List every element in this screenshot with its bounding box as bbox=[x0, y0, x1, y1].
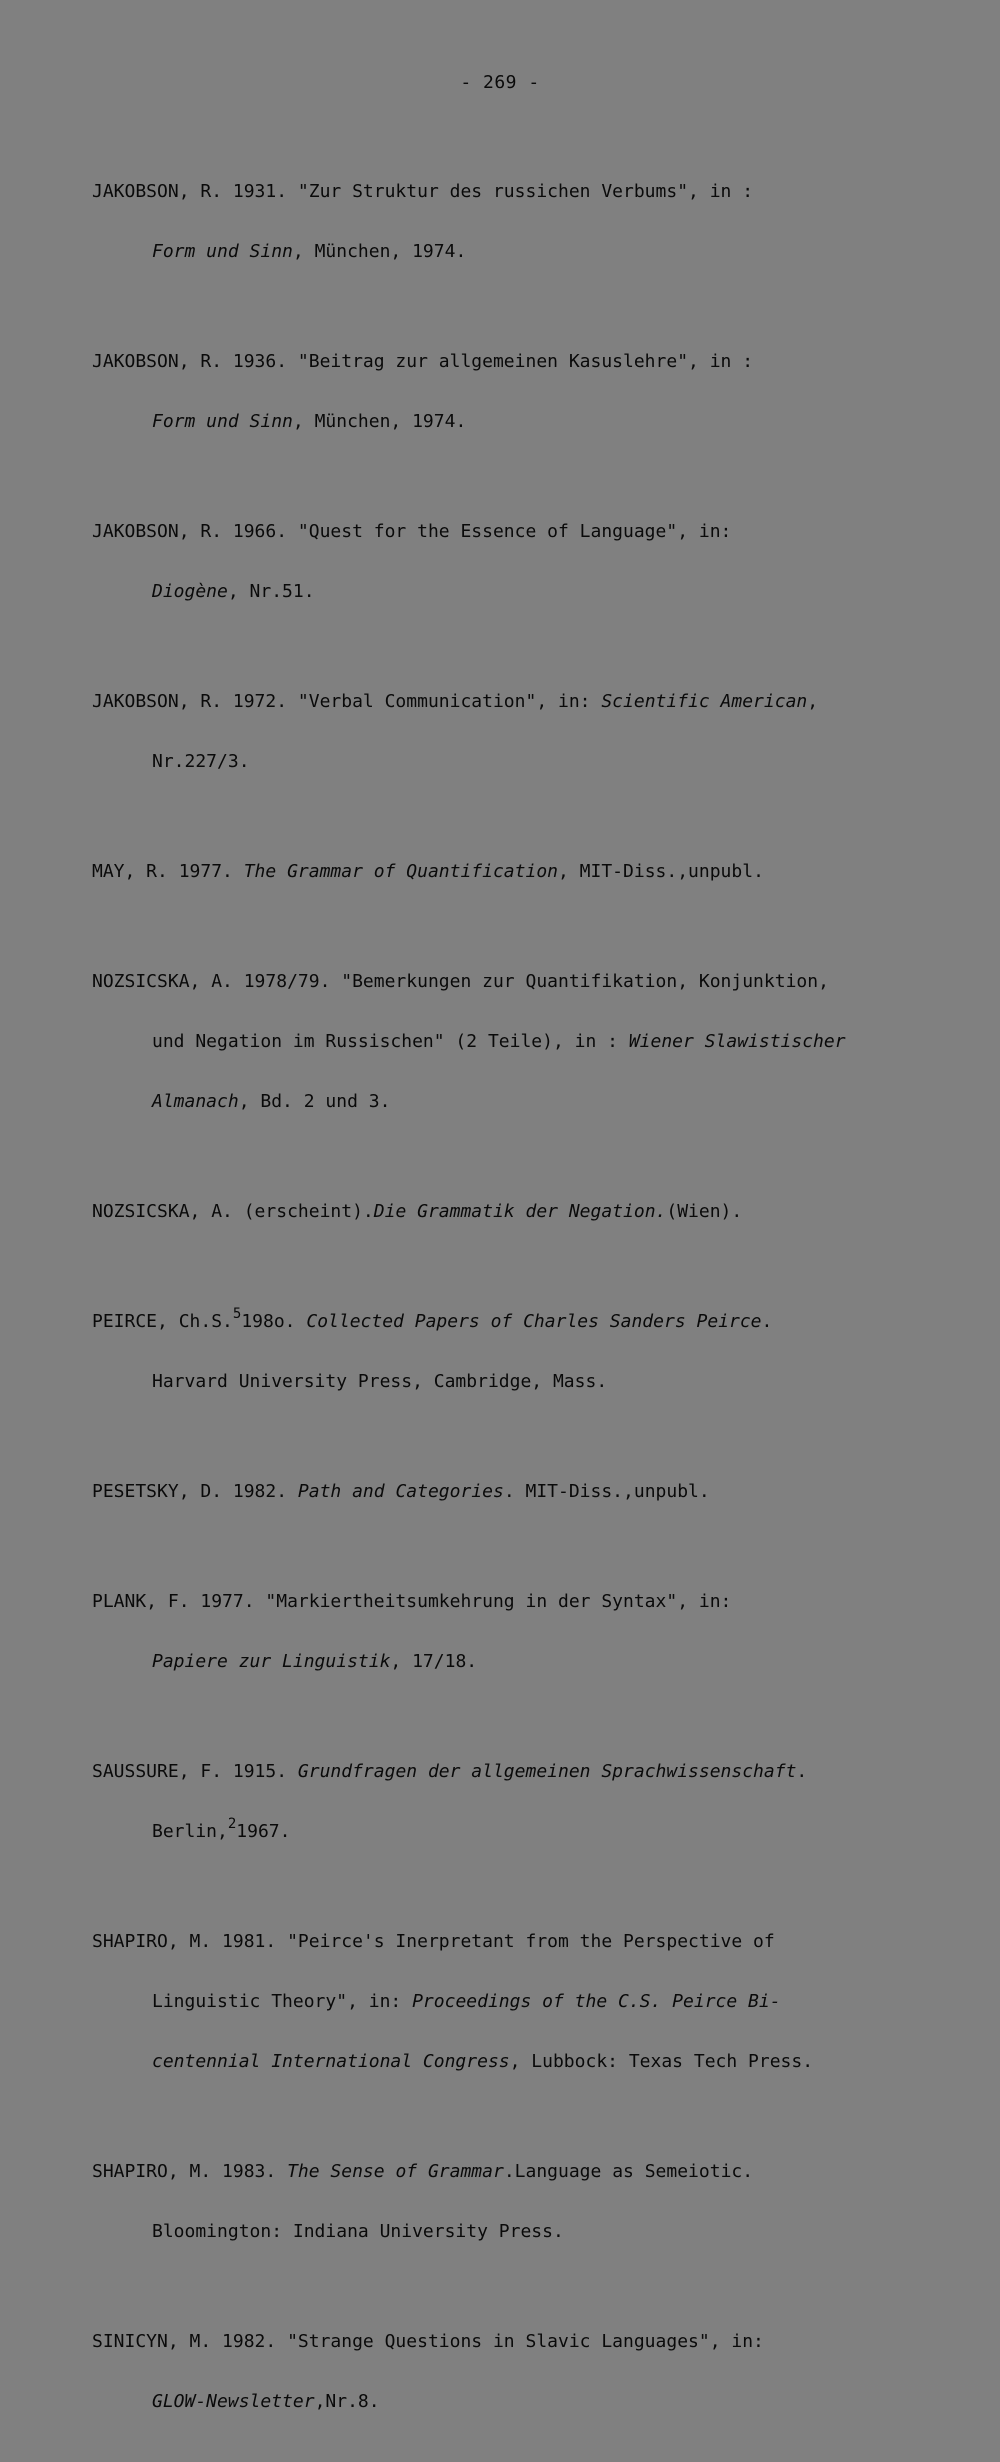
entry-text: und Negation im Russischen" (2 Teile), in : bbox=[152, 1031, 629, 1052]
entry-title: The Grammar of Quantification bbox=[243, 861, 558, 882]
edition-superscript: 5 bbox=[232, 1306, 242, 1322]
entry-line bbox=[92, 1306, 972, 1332]
entry-line bbox=[92, 2052, 972, 2072]
entry-line bbox=[92, 752, 972, 772]
entry-text: Berlin, bbox=[152, 1821, 228, 1842]
entry-text: JAKOBSON, R. 1966. "Quest for the Essence of Language", in: bbox=[92, 521, 732, 542]
entry-text: , bbox=[807, 691, 819, 712]
entry-title: centennial International Congress bbox=[152, 2051, 510, 2072]
entry-title: Papiere zur Linguistik bbox=[152, 1651, 391, 1672]
entry-line bbox=[92, 352, 972, 372]
entry-text: PLANK, F. 1977. "Markiertheitsumkehrung in der Syntax", in: bbox=[92, 1591, 732, 1612]
entry-line bbox=[92, 1032, 972, 1052]
entry-text: , MIT-Diss.,unpubl. bbox=[558, 861, 764, 882]
entry-text: JAKOBSON, R. 1972. "Verbal Communication", in: bbox=[92, 691, 602, 712]
bibliography-entry bbox=[92, 482, 972, 642]
entry-line bbox=[92, 2392, 972, 2412]
entry-line bbox=[92, 182, 972, 202]
entry-line bbox=[92, 862, 972, 882]
entry-text: , Bd. 2 und 3. bbox=[238, 1091, 391, 1112]
bibliography-list bbox=[92, 142, 972, 2462]
entry-text: (Wien). bbox=[666, 1201, 743, 1222]
entry-text: . bbox=[761, 1311, 773, 1332]
entry-text: . bbox=[796, 1761, 808, 1782]
bibliography-entry bbox=[92, 312, 972, 472]
entry-text: , Lubbock: Texas Tech Press. bbox=[509, 2051, 814, 2072]
entry-title: Die Grammatik der Negation. bbox=[373, 1201, 667, 1222]
entry-line bbox=[92, 242, 972, 262]
entry-text: SHAPIRO, M. 1981. "Peirce's Inerpretant from the Perspective of bbox=[92, 1931, 775, 1952]
entry-text: 198o. bbox=[241, 1311, 307, 1332]
entry-line bbox=[92, 1992, 972, 2012]
entry-text: . MIT-Diss.,unpubl. bbox=[503, 1481, 710, 1502]
entry-line bbox=[92, 972, 972, 992]
entry-line bbox=[92, 1652, 972, 1672]
entry-text: ,Nr.8. bbox=[314, 2391, 380, 2412]
bibliography-entry bbox=[92, 2292, 972, 2452]
entry-text: MAY, R. 1977. bbox=[92, 861, 244, 882]
entry-title: Proceedings of the C.S. Peirce Bi- bbox=[412, 1991, 781, 2012]
entry-text: SAUSSURE, F. 1915. bbox=[92, 1761, 298, 1782]
entry-line bbox=[92, 1932, 972, 1952]
entry-text: 1967. bbox=[236, 1821, 291, 1842]
entry-line bbox=[92, 522, 972, 542]
entry-text: , Nr.51. bbox=[227, 581, 315, 602]
page-number: - 269 - bbox=[460, 72, 540, 93]
entry-title: Wiener Slawistischer bbox=[628, 1031, 846, 1052]
entry-text: PESETSKY, D. 1982. bbox=[92, 1481, 298, 1502]
entry-text: , München, 1974. bbox=[292, 241, 467, 262]
bibliography-entry bbox=[92, 1162, 972, 1262]
entry-title: Collected Papers of Charles Sanders Peirce bbox=[306, 1311, 762, 1332]
entry-text: JAKOBSON, R. 1936. "Beitrag zur allgemeinen Kasuslehre", in : bbox=[92, 351, 754, 372]
entry-title: Form und Sinn bbox=[152, 411, 293, 432]
entry-title: Scientific American bbox=[601, 691, 808, 712]
entry-text: NOZSICSKA, A. 1978/79. "Bemerkungen zur Quantifikation, Konjunktion, bbox=[92, 971, 829, 992]
bibliography-entry bbox=[92, 142, 972, 302]
entry-line bbox=[92, 2162, 972, 2182]
bibliography-entry bbox=[92, 932, 972, 1152]
entry-line bbox=[92, 1092, 972, 1112]
entry-text: SINICYN, M. 1982. "Strange Questions in Slavic Languages", in: bbox=[92, 2331, 764, 2352]
bibliography-entry bbox=[92, 652, 972, 812]
entry-text: , München, 1974. bbox=[292, 411, 467, 432]
bibliography-entry bbox=[92, 1272, 972, 1432]
entry-line bbox=[92, 2332, 972, 2352]
entry-line bbox=[92, 412, 972, 432]
entry-text: JAKOBSON, R. 1931. "Zur Struktur des russichen Verbums", in : bbox=[92, 181, 754, 202]
entry-text: NOZSICSKA, A. (erscheint). bbox=[92, 1201, 374, 1222]
bibliography-entry bbox=[92, 1552, 972, 1712]
entry-title: Grundfragen der allgemeinen Sprachwissenschaft bbox=[297, 1761, 797, 1782]
entry-text: SHAPIRO, M. 1983. bbox=[92, 2161, 288, 2182]
entry-line bbox=[92, 692, 972, 712]
entry-line bbox=[92, 1372, 972, 1392]
entry-line bbox=[92, 582, 972, 602]
bibliography-entry bbox=[92, 1722, 972, 1882]
entry-line bbox=[92, 1202, 972, 1222]
entry-line bbox=[92, 2222, 972, 2242]
bibliography-entry bbox=[92, 1892, 972, 2112]
entry-line bbox=[92, 1816, 972, 1842]
bibliography-entry bbox=[92, 1442, 972, 1542]
entry-title: Diogène bbox=[152, 581, 228, 602]
entry-title: The Sense of Grammar bbox=[287, 2161, 504, 2182]
entry-line bbox=[92, 1762, 972, 1782]
entry-text: Harvard University Press, Cambridge, Mass. bbox=[152, 1371, 608, 1392]
entry-title: Form und Sinn bbox=[152, 241, 293, 262]
entry-text: .Language as Semeiotic. bbox=[503, 2161, 754, 2182]
entry-title: GLOW-Newsletter bbox=[152, 2391, 315, 2412]
entry-line bbox=[92, 1592, 972, 1612]
entry-text: , 17/18. bbox=[390, 1651, 478, 1672]
bibliography-entry bbox=[92, 822, 972, 922]
entry-line bbox=[92, 1482, 972, 1502]
entry-text: Linguistic Theory", in: bbox=[152, 1991, 413, 2012]
entry-text: Bloomington: Indiana University Press. bbox=[152, 2221, 564, 2242]
entry-title: Almanach bbox=[152, 1091, 239, 1112]
bibliography-entry bbox=[92, 2122, 972, 2282]
edition-superscript: 2 bbox=[227, 1816, 237, 1832]
entry-text: PEIRCE, Ch.S. bbox=[92, 1311, 233, 1332]
entry-text: Nr.227/3. bbox=[152, 751, 250, 772]
entry-title: Path and Categories bbox=[297, 1481, 504, 1502]
